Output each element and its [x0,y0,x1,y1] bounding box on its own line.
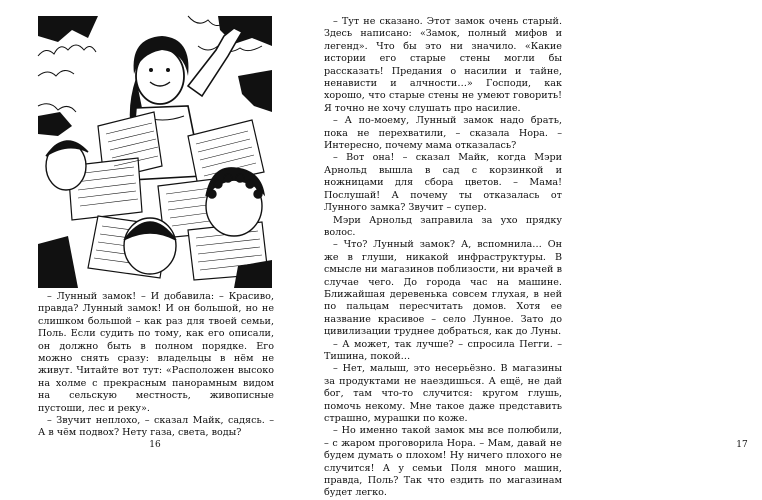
paragraph: – Вот она! – сказал Майк, когда Мэри Арнольд вышла в сад с корзинкой и ножницами для сбора цветов. – Мама! Послушай! А почему ты отказалась от Лунного замка? Звучит – супер. [324,152,562,214]
illustration-drawing [38,16,272,288]
paragraph: Мэри Арнольд заправила за ухо прядку волос. [324,214,562,238]
paragraph: – Лунный замок! – И добавила: – Красиво, правда? Лунный замок! И он большой, но не слишком большой – как раз для твоей семьи, Поль. Если судить по тому, как его описали, он должно быть в полном порядке. Его можно снять сразу: владельцы в нём не живут. Читайте вот тут: «Расположен высоко на холме с прекрасным панорамным видом на сельскую местность, живописные пустоши, лес и реку». [38,291,274,414]
illustration [38,16,272,288]
paragraph: – Нет, малыш, это несерьёзно. В магазины за продуктами не наездишься. А ещё, не дай бог, там что-то случится: кругом глушь, помочь некому. Мне такое даже представить страшно, мурашки по коже. [324,363,562,424]
paragraph: – Но именно такой замок мы все полюбили, – с жаром проговорила Нора. – Мам, давай не будем думать о плохом! Ну ничего плохого не случится! А у семьи Поля много машин, правда, Поль? Так что ездить по магазинам будет легко. [324,425,562,499]
left-page [0,0,304,483]
page-number: 17 [736,440,748,450]
page-number: 16 [149,440,161,450]
paragraph: – Что? Лунный замок? А, вспомнила… Он же в глуши, никакой инфраструктуры. В смысле ни магазинов поблизости, ни врачей в случае чего. До города час на машине. Ближайшая деревенька совсем глухая, в ней по пальцам пересчитать домов. Хотя ее название красивое – село Лунное. Зато до цивилизации труднее добраться, как до Луны. [324,239,562,338]
left-page-text [38,291,274,440]
paragraph: – А может, так лучше? – спросила Пегги. – Тишина, покой… [324,338,562,362]
right-page-text [324,16,562,500]
paragraph: – Звучит неплохо, – сказал Майк, садясь. – А в чём подвох? Нету газа, света, воды? [38,415,274,439]
paragraph: – А по-моему, Лунный замок надо брать, пока не перехватили, – сказала Нора. – Интересно, почему мама отказалась? [324,115,562,152]
paragraph: – Тут не сказано. Этот замок очень старый. Здесь написано: «Замок, полный мифов и легенд». Что бы это ни значило. «Какие истории его старые стены могли бы рассказать! Предания о насилии и тайне, ненависти и алчности…» Господи, как хорошо, что старые стены не умеют говорить! Я точно не хочу слушать про насилие. [324,16,562,114]
